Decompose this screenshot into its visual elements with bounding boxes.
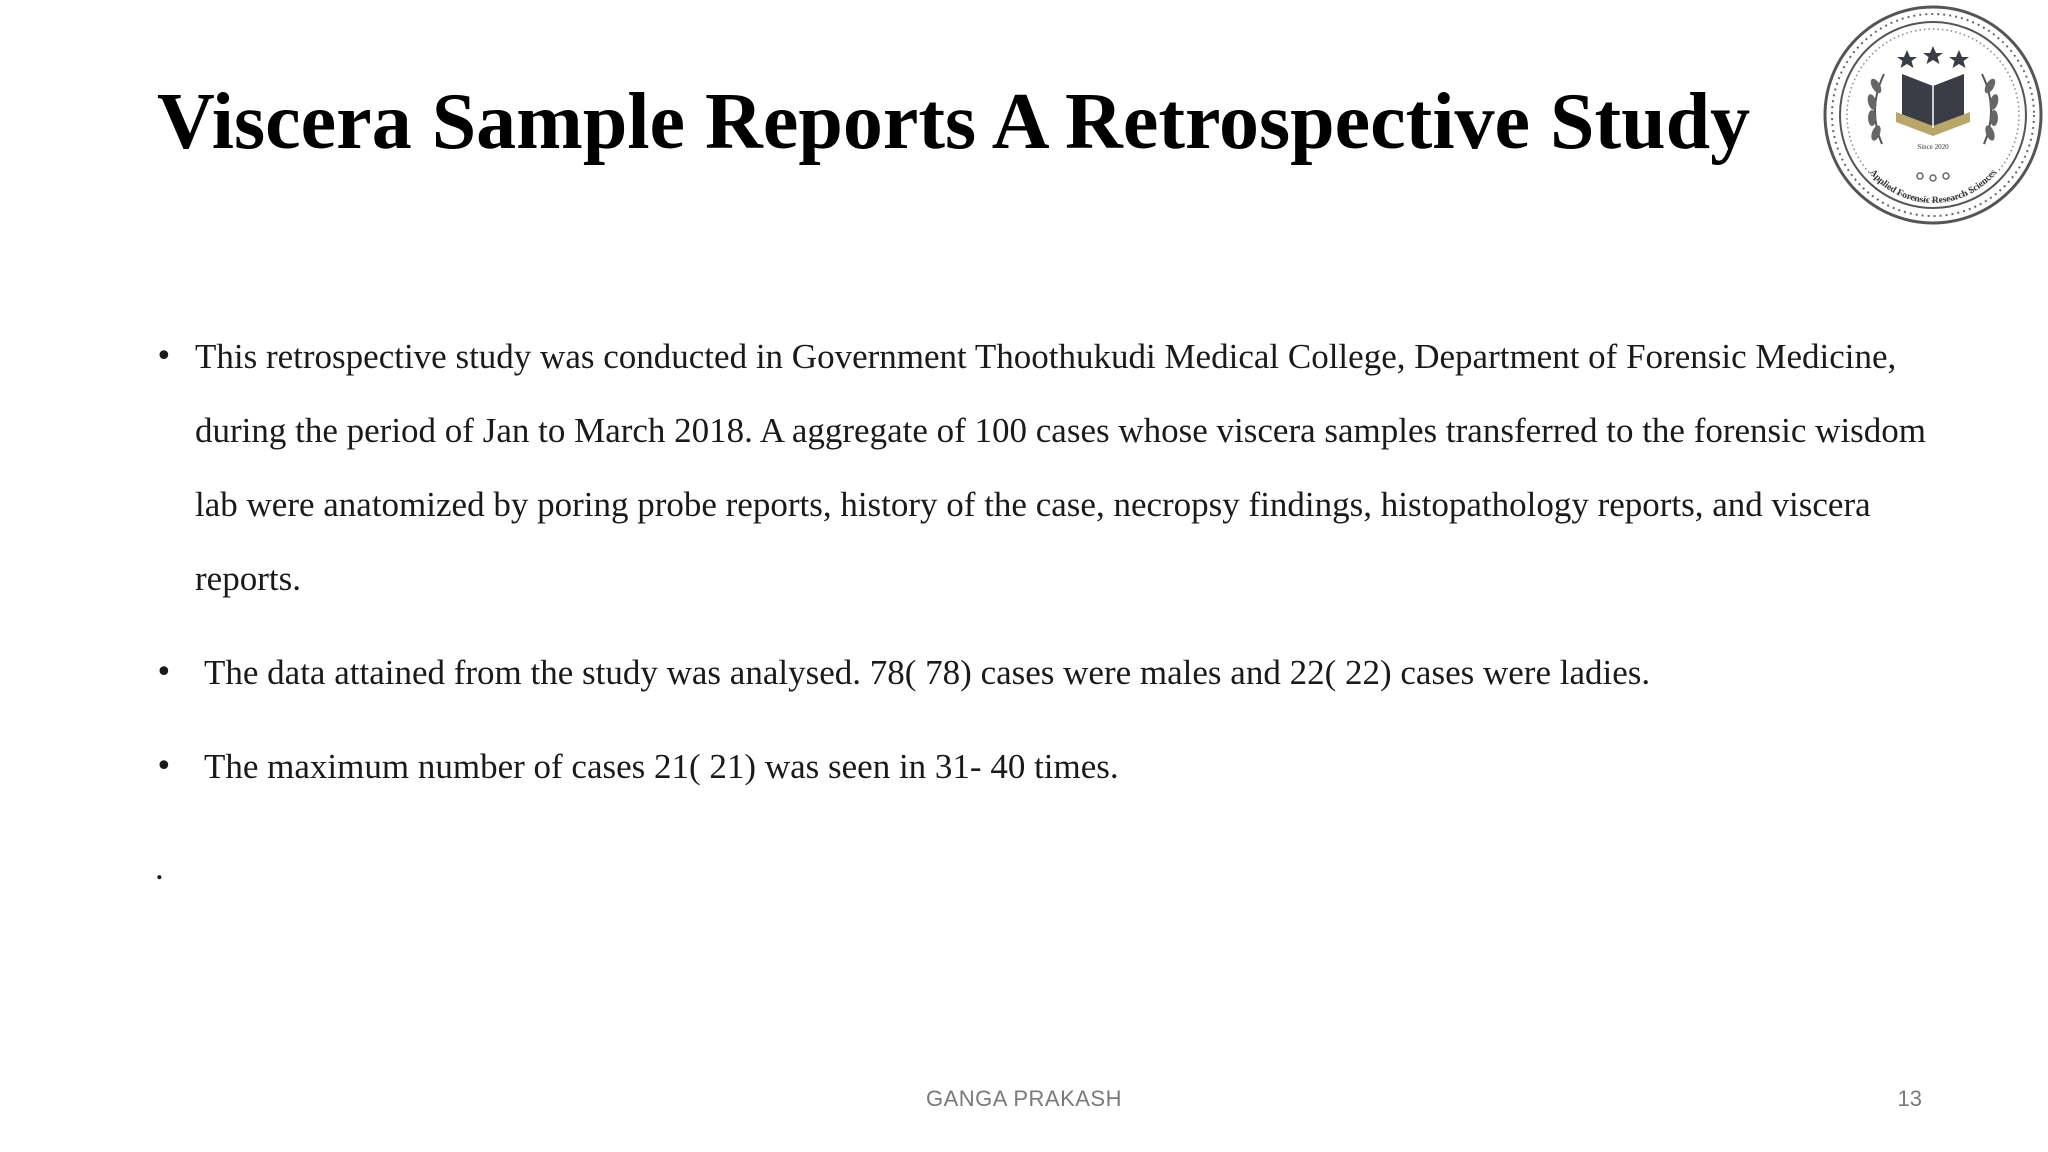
bullet-text: This retrospective study was conducted in Government Thoothukudi Medical College, Department of Forensic Medicine, during the period of Jan to March 2018. A aggregate of 100 cases whose viscera samples transferred to the forensic wisdom lab were anatomized by poring probe reports, history of the case, necropsy findings, histopathology reports, and viscera reports. [195, 337, 1927, 598]
slide-title: Viscera Sample Reports A Retrospective Study [157, 78, 1751, 166]
bullet-item [155, 730, 1935, 804]
footer-author: GANGA PRAKASH [925, 1086, 1122, 1111]
trailing-period: . [155, 848, 164, 887]
bullet-marker: • [155, 655, 173, 690]
bullet-text: The maximum number of cases 21( 21) was seen in 31- 40 times. [204, 747, 1119, 786]
bullet-marker: • [155, 749, 173, 784]
slide-body [155, 320, 1935, 804]
forensic-society-logo [1822, 4, 2044, 226]
bullet-item [155, 636, 1935, 710]
bullet-item [155, 320, 1935, 616]
page-number: 13 [1897, 1086, 1922, 1111]
bullet-text: The data attained from the study was analysed. 78( 78) cases were males and 22( 22) cases were ladies. [204, 653, 1651, 692]
svg-text:Since 2020: Since 2020 [1917, 143, 1949, 151]
svg-text:Applied Forensic Research Scie: Applied Forensic Research Sciences [1867, 167, 1999, 207]
bullet-marker: • [155, 339, 173, 374]
bullet-list [155, 320, 1935, 804]
